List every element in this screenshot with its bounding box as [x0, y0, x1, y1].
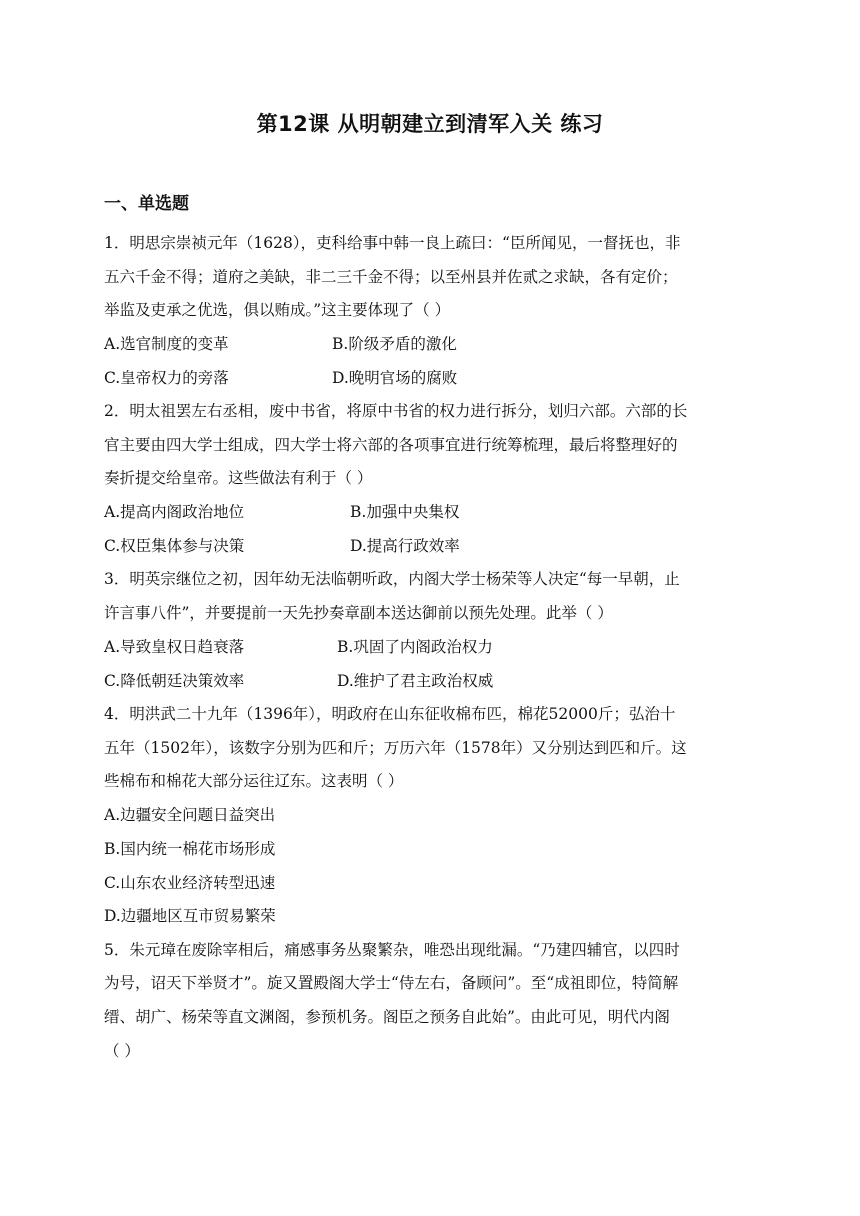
question-1-option-b: B.阶级矛盾的激化: [332, 335, 457, 353]
question-5-line-2: 为号，诏天下举贤才”。旋又置殿阁大学士“侍左右，备顾问”。至“成祖即位，特简解: [104, 974, 679, 992]
question-2-option-a: A.提高内阁政治地位: [104, 503, 245, 521]
question-2-option-c: C.权臣集体参与决策: [104, 537, 245, 555]
question-4-option-a: A.边疆安全问题日益突出: [104, 806, 276, 824]
question-4-line-1: 4．明洪武二十九年（1396年），明政府在山东征收棉布匹，棉花52000斤；弘治十: [104, 705, 676, 723]
question-2-option-d: D.提高行政效率: [350, 537, 460, 555]
question-1-option-c: C.皇帝权力的旁落: [104, 369, 229, 387]
question-1-line-2: 五六千金不得；道府之美缺，非二三千金不得；以至州县并佐贰之求缺，各有定价；: [104, 268, 678, 286]
question-4-option-c: C.山东农业经济转型迅速: [104, 874, 276, 892]
question-5-line-4: （ ）: [104, 1042, 140, 1060]
question-4-line-2: 五年（1502年），该数字分别为匹和斤；万历六年（1578年）又分别达到匹和斤。这: [104, 739, 687, 757]
question-1-option-a: A.选官制度的变革: [104, 335, 229, 353]
question-5-line-3: 缙、胡广、杨荣等直文渊阁，参预机务。阁臣之预务自此始”。由此可见，明代内阁: [104, 1008, 670, 1026]
question-4-option-b: B.国内统一棉花市场形成: [104, 840, 276, 858]
question-2-line-1: 2．明太祖罢左右丞相，废中书省，将原中书省的权力进行拆分，划归六部。六部的长: [104, 402, 688, 420]
question-4-line-3: 些棉布和棉花大部分运往辽东。这表明（ ）: [104, 772, 404, 790]
question-3-option-c: C.降低朝廷决策效率: [104, 672, 245, 690]
question-1-line-3: 举监及吏承之优选，俱以贿成。”这主要体现了（ ）: [104, 301, 451, 319]
question-3-option-a: A.导致皇权日趋衰落: [104, 638, 245, 656]
question-3-line-1: 3．明英宗继位之初，因年幼无法临朝听政，内阁大学士杨荣等人决定“每一早朝，止: [104, 570, 680, 588]
question-2-option-b: B.加强中央集权: [350, 503, 460, 521]
page-title: 第12课 从明朝建立到清军入关 练习: [256, 112, 604, 136]
question-2-line-3: 奏折提交给皇帝。这些做法有利于（ ）: [104, 469, 373, 487]
question-4-option-d: D.边疆地区互市贸易繁荣: [104, 907, 276, 925]
question-1-option-d: D.晚明官场的腐败: [332, 369, 458, 387]
question-2-line-2: 官主要由四大学士组成，四大学士将六部的各项事宜进行统筹梳理，最后将整理好的: [104, 436, 678, 454]
section-heading: 一、单选题: [104, 194, 189, 214]
question-3-option-b: B.巩固了内阁政治权力: [337, 638, 493, 656]
question-3-option-d: D.维护了君主政治权威: [337, 672, 494, 690]
question-1-line-1: 1．明思宗崇祯元年（1628），吏科给事中韩一良上疏曰：“臣所闻见，一督抚也，非: [104, 234, 681, 252]
question-3-line-2: 许言事八件”，并要提前一天先抄奏章副本送达御前以预先处理。此举（ ）: [104, 604, 613, 622]
question-5-line-1: 5．朱元璋在废除宰相后，痛感事务丛聚繁杂，唯恐出现纰漏。“乃建四辅官，以四时: [104, 941, 680, 959]
